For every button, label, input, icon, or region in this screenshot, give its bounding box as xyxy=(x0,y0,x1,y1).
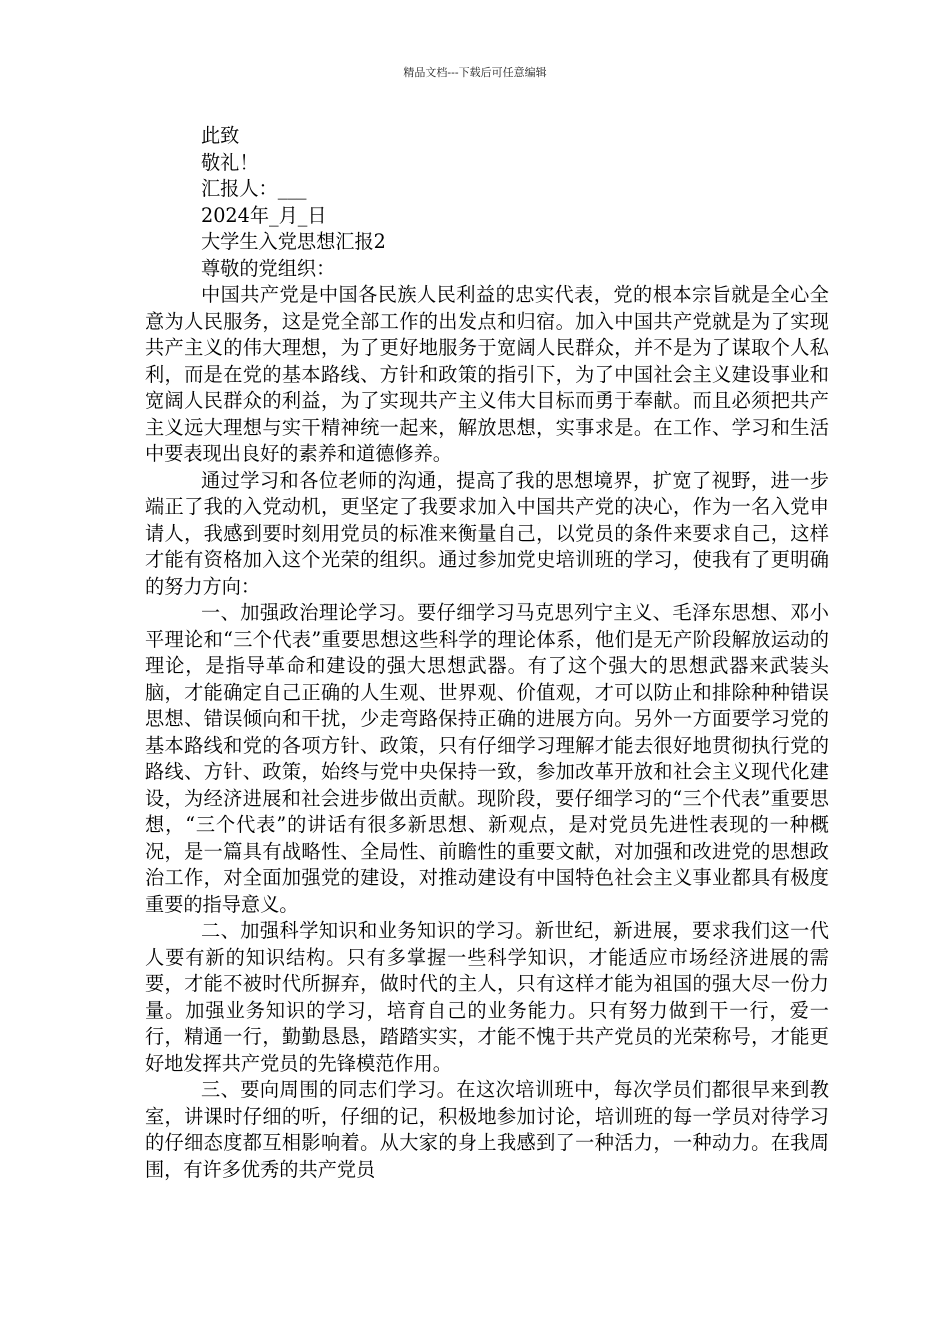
article-title: 大学生入党思想汇报2 xyxy=(201,230,386,253)
paragraph: 通过学习和各位老师的沟通，提高了我的思想境界，扩宽了视野，进一步端正了我的入党动机，更坚定了我要求加入中国共产党的决心，作为一名入党申请人，我感到要时刻用党员的标准来衡量自己，以党员的条件来要求自己，这样才能有资格加入这个光荣的组织。通过参加党史培训班的学习，使我有了更明确的努力方向： xyxy=(145,468,829,598)
salute-line: 敬礼！ xyxy=(201,150,259,174)
date-line: 2024年_月_日 xyxy=(201,203,327,227)
paragraph: 二、加强科学知识和业务知识的学习。新世纪，新进展，要求我们这一代人要有新的知识结构。只有多掌握一些科学知识，才能适应市场经济进展的需要，才能不被时代所摒弃，做时代的主人，只有这样才能为祖国的强大尽一份力量。加强业务知识的学习，培育自己的业务能力。只有努力做到干一行，爱一行，精通一行，勤勤恳恳，踏踏实实，才能不愧于共产党员的光荣称号，才能更好地发挥共产党员的先锋模范作用。 xyxy=(145,919,829,1075)
closing-line: 此致 xyxy=(201,124,240,147)
page-header: 精品文档---下载后可任意编辑 xyxy=(403,66,547,79)
document-body xyxy=(145,123,829,1183)
paragraph: 三、要向周围的同志们学习。在这次培训班中，每次学员们都很早来到教室，讲课时仔细的听，仔细的记，积极地参加讨论，培训班的每一学员对待学习的仔细态度都互相影响着。从大家的身上我感到了一种活力，一种动力。在我周围，有许多优秀的共产党员 xyxy=(145,1078,829,1181)
greeting-line: 尊敬的党组织： xyxy=(201,256,336,280)
paragraph: 一、加强政治理论学习。要仔细学习马克思列宁主义、毛泽东思想、邓小平理论和“三个代表”重要思想这些科学的理论体系，他们是无产阶段解放运动的理论，是指导革命和建设的强大思想武器。有了这个强大的思想武器来武装头脑，才能确定自己正确的人生观、世界观、价值观，才可以防止和排除种种错误思想、错误倾向和干扰，少走弯路保持正确的进展方向。另外一方面要学习党的基本路线和党的各项方针、政策，只有仔细学习理解才能去很好地贯彻执行党的路线、方针、政策，始终与党中央保持一致，参加改革开放和社会主义现代化建设，为经济进展和社会进步做出贡献。现阶段，要仔细学习的“三个代表”重要思想，“三个代表”的讲话有很多新思想、新观点，是对党员先进性表现的一种概况，是一篇具有战略性、全局性、前瞻性的重要文献，对加强和改进党的思想政治工作，对全面加强党的建设，对推动建设有中国特色社会主义事业都具有极度重要的指导意义。 xyxy=(145,601,829,916)
reporter-line: 汇报人：___ xyxy=(201,177,307,200)
paragraph: 中国共产党是中国各民族人民利益的忠实代表，党的根本宗旨就是全心全意为人民服务，这是党全部工作的出发点和归宿。加入中国共产党就是为了实现共产主义的伟大理想，为了更好地服务于宽阔人民群众，并不是为了谋取个人私利，而是在党的基本路线、方针和政策的指引下，为了中国社会主义建设事业和宽阔人民群众的利益，为了实现共产主义伟大目标而勇于奉献。而且必须把共产主义远大理想与实干精神统一起来，解放思想，实事求是。在工作、学习和生活中要表现出良好的素养和道德修养。 xyxy=(145,283,829,465)
